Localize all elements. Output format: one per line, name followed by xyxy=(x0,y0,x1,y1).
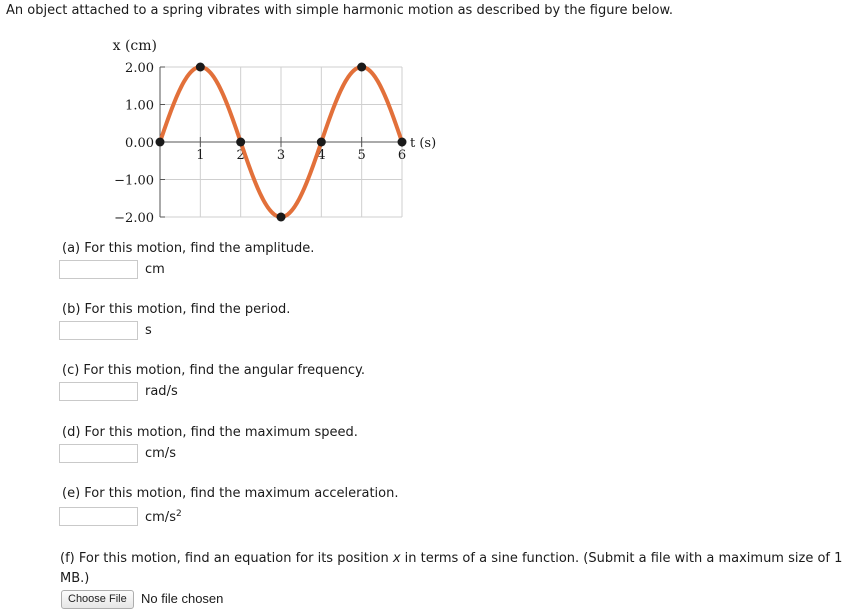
max-acceleration-unit-base: cm/s xyxy=(145,510,176,525)
question-a-prompt: (a) For this motion, find the amplitude. xyxy=(62,241,315,256)
x-tick-label: 3 xyxy=(276,148,286,163)
data-point xyxy=(317,138,326,147)
question-f-variable: x xyxy=(392,551,401,566)
data-point xyxy=(357,63,366,72)
y-tick-label: 1.00 xyxy=(125,98,154,114)
data-point xyxy=(398,138,407,147)
max-speed-input[interactable] xyxy=(59,444,138,463)
data-point xyxy=(277,213,286,222)
y-tick-label: 0.00 xyxy=(125,136,154,151)
choose-file-button[interactable]: Choose File xyxy=(61,590,134,609)
max-acceleration-input[interactable] xyxy=(59,507,138,526)
question-f-prompt xyxy=(60,549,846,589)
problem-intro: An object attached to a spring vibrates with simple harmonic motion as described by the figure below. xyxy=(6,3,674,18)
amplitude-unit: cm xyxy=(145,262,165,277)
file-status-text: No file chosen xyxy=(141,591,224,606)
x-tick-label: 4 xyxy=(317,148,326,163)
x-tick-label: 1 xyxy=(196,148,205,163)
question-f-text-before: (f) For this motion, find an equation for its position xyxy=(60,551,393,566)
period-input[interactable] xyxy=(59,321,138,340)
question-f-text-after: in terms of a sine function. (Submit a file with a maximum size of 1 MB.) xyxy=(60,551,843,586)
data-point xyxy=(236,138,245,147)
max-acceleration-unit xyxy=(145,509,182,525)
y-tick-label: −2.00 xyxy=(114,211,154,226)
x-tick-label: 6 xyxy=(397,148,407,163)
max-acceleration-unit-exponent: 2 xyxy=(175,509,182,519)
angular-frequency-unit: rad/s xyxy=(145,384,178,399)
y-axis-label: x (cm) xyxy=(112,38,157,54)
question-b-prompt: (b) For this motion, find the period. xyxy=(62,302,291,317)
y-tick-label: −1.00 xyxy=(114,173,154,189)
question-d-prompt: (d) For this motion, find the maximum speed. xyxy=(62,425,358,440)
data-point xyxy=(196,63,205,72)
question-c-prompt: (c) For this motion, find the angular frequency. xyxy=(62,363,366,378)
x-tick-label: 2 xyxy=(236,148,245,163)
x-tick-label: 5 xyxy=(357,148,366,163)
amplitude-input[interactable] xyxy=(59,260,138,279)
period-unit: s xyxy=(145,323,152,338)
question-e-prompt: (e) For this motion, find the maximum acceleration. xyxy=(62,486,399,501)
position-time-graph xyxy=(0,0,848,240)
y-tick-label: 2.00 xyxy=(125,61,154,76)
max-speed-unit: cm/s xyxy=(145,446,176,461)
data-point xyxy=(156,138,165,147)
x-axis-label: t (s) xyxy=(410,136,437,151)
angular-frequency-input[interactable] xyxy=(59,382,138,401)
